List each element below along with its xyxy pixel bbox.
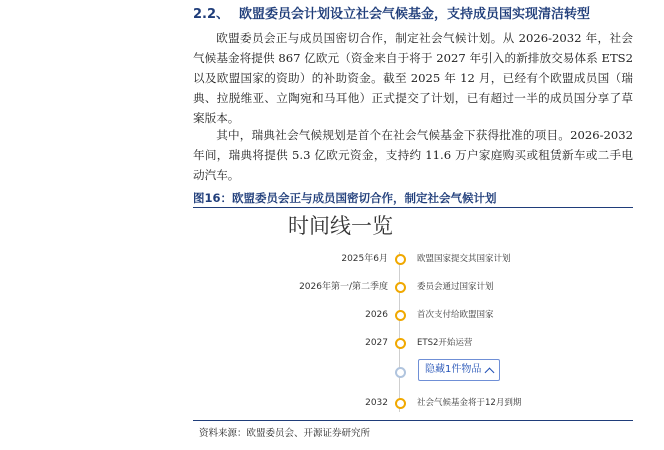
timeline-dot-icon [395, 310, 406, 321]
timeline-dot-icon [395, 254, 406, 265]
timeline-date: 2026 [365, 310, 388, 320]
timeline-dot-icon [395, 338, 406, 349]
timeline-figure [193, 208, 633, 420]
figure-caption: 图16：欧盟委员会正与成员国密切合作，制定社会气候计划 [193, 191, 497, 205]
timeline-heading: 时间线一览 [288, 214, 393, 238]
timeline-label: 委员会通过国家计划 [417, 282, 494, 292]
timeline-axis [399, 252, 400, 412]
timeline-dot-icon [395, 282, 406, 293]
timeline-date: 2026年第一/第二季度 [299, 282, 388, 292]
timeline-row [193, 250, 633, 268]
timeline-label: 社会气候基金将于12月到期 [417, 398, 522, 408]
timeline-row [193, 394, 633, 412]
section-number: 2.2、 [193, 7, 230, 22]
section-title: 欧盟委员会计划设立社会气候基金，支持成员国实现清洁转型 [239, 7, 591, 22]
timeline-date: 2027 [365, 338, 388, 348]
timeline-collapsed-dot-icon [395, 367, 406, 378]
timeline-dot-icon [395, 398, 406, 409]
hide-items-label: 隐藏1件物品 [425, 364, 482, 375]
timeline-row [193, 278, 633, 296]
timeline-row [193, 334, 633, 352]
figure-bottom-rule [193, 420, 633, 421]
timeline-label: 首次支付给欧盟国家 [417, 310, 494, 320]
paragraph-1: 欧盟委员会正与成员国密切合作，制定社会气候计划。从 2026-2032 年，社会气候基金将提供 867 亿欧元（资金来自于将于 2027 年引入的新排放交易体系 ETS2 以及欧盟国家的资助）的补助资金。截至 2025 年 12 月，已经有个欧盟成员国（瑞典、拉脱维亚、立陶宛和马耳他）正式提交了计划，已有超过一半的成员国分享了草案版本。 [193, 31, 633, 125]
timeline-date: 2032 [365, 398, 388, 408]
section-heading [193, 3, 643, 22]
timeline-row [193, 306, 633, 324]
timeline-date: 2025年6月 [341, 254, 388, 264]
figure-source: 资料来源：欧盟委员会、开源证券研究所 [199, 428, 371, 439]
hide-items-button[interactable] [418, 359, 500, 381]
timeline-label: 欧盟国家提交其国家计划 [417, 254, 511, 264]
paragraph-2: 其中，瑞典社会气候规划是首个在社会气候基金下获得批准的项目。2026-2032 年间，瑞典将提供 5.3 亿欧元资金，支持约 11.6 万户家庭购买或租赁新车或二手电动汽车。 [193, 128, 633, 182]
timeline-row-collapsed [193, 363, 633, 381]
timeline-label: ETS2开始运营 [417, 338, 473, 348]
chevron-up-icon [485, 367, 495, 377]
